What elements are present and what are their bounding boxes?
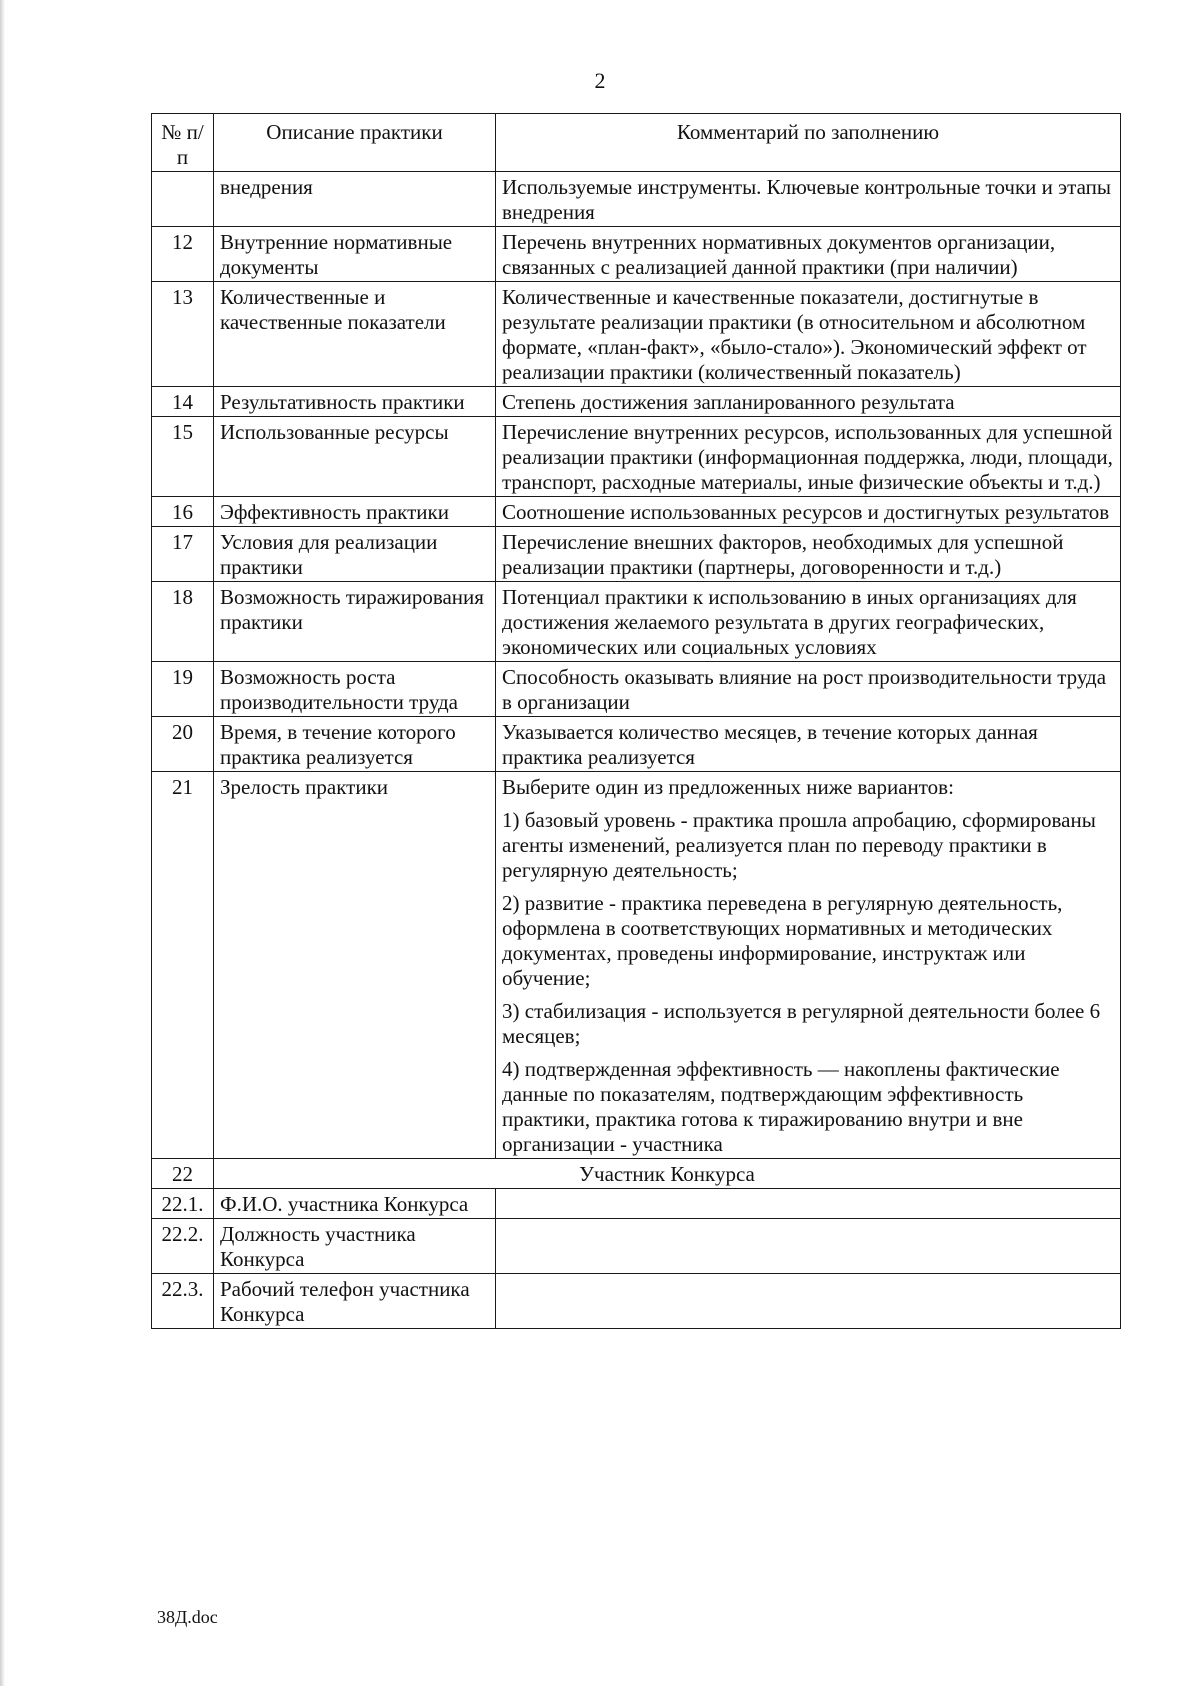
- row-num: 18: [152, 582, 214, 662]
- table-row: [152, 227, 1121, 282]
- row-description: внедрения: [214, 172, 496, 227]
- maturity-options: [496, 772, 1121, 1159]
- table-row: [152, 582, 1121, 662]
- row-num: 14: [152, 387, 214, 417]
- row-num: 15: [152, 417, 214, 497]
- row-num: 22.2.: [152, 1219, 214, 1274]
- table-row-section: [152, 1159, 1121, 1189]
- row-description: Возможность тиражирования практики: [214, 582, 496, 662]
- row-num: 12: [152, 227, 214, 282]
- table-row-continued: [152, 172, 1121, 227]
- row-num: 13: [152, 282, 214, 387]
- table-row: [152, 662, 1121, 717]
- participant-fill-cell: [496, 1189, 1121, 1219]
- scan-edge: [0, 0, 5, 1686]
- row-description: Зрелость практики: [214, 772, 496, 1159]
- maturity-option: 2) развитие - практика переведена в регулярную деятельность, оформлена в соответствующих нормативных и методических документах, проведены информирование, инструктаж или обучение;: [502, 891, 1063, 990]
- row-comment: Способность оказывать влияние на рост производительности труда в организации: [496, 662, 1121, 717]
- header-comment: Комментарий по заполнению: [496, 114, 1121, 172]
- table-row-participant: [152, 1219, 1121, 1274]
- table-row: [152, 717, 1121, 772]
- row-comment: Потенциал практики к использованию в иных организациях для достижения желаемого результата в других географических, экономических или социальных условиях: [496, 582, 1121, 662]
- footer-filename: 38Д.doc: [157, 1607, 218, 1627]
- table-row: [152, 387, 1121, 417]
- maturity-option: 3) стабилизация - используется в регулярной деятельности более 6 месяцев;: [502, 999, 1101, 1048]
- header-num: № п/п: [152, 114, 214, 172]
- row-num: 19: [152, 662, 214, 717]
- table-row-maturity: [152, 772, 1121, 1159]
- section-title: Участник Конкурса: [214, 1159, 1121, 1189]
- row-comment: Перечисление внешних факторов, необходимых для успешной реализации практики (партнеры, договоренности и т.д.): [496, 527, 1121, 582]
- row-comment: Используемые инструменты. Ключевые контрольные точки и этапы внедрения: [496, 172, 1121, 227]
- participant-fill-cell: [496, 1219, 1121, 1274]
- row-description: Должность участника Конкурса: [214, 1219, 496, 1274]
- row-description: Количественные и качественные показатели: [214, 282, 496, 387]
- maturity-option: 1) базовый уровень - практика прошла апробацию, сформированы агенты изменений, реализуется план по переводу практики в регулярную деятельность;: [502, 808, 1096, 882]
- header-description: Описание практики: [214, 114, 496, 172]
- row-comment: Перечисление внутренних ресурсов, использованных для успешной реализации практики (информационная поддержка, люди, площади, транспорт, расходные материалы, иные физические объекты и т.д.): [496, 417, 1121, 497]
- row-comment: Указывается количество месяцев, в течение которых данная практика реализуется: [496, 717, 1121, 772]
- row-num: 21: [152, 772, 214, 1159]
- row-description: Результативность практики: [214, 387, 496, 417]
- maturity-option: 4) подтвержденная эффективность — накоплены фактические данные по показателям, подтверждающим эффективность практики, практика готова к тиражированию внутри и вне организации - участника: [502, 1057, 1060, 1156]
- row-description: Время, в течение которого практика реализуется: [214, 717, 496, 772]
- row-num: [152, 172, 214, 227]
- table-row: [152, 417, 1121, 497]
- row-num: 22.3.: [152, 1274, 214, 1329]
- row-description: Рабочий телефон участника Конкурса: [214, 1274, 496, 1329]
- row-description: Внутренние нормативные документы: [214, 227, 496, 282]
- row-description: Возможность роста производительности труда: [214, 662, 496, 717]
- table-row: [152, 282, 1121, 387]
- table-row: [152, 497, 1121, 527]
- table-row-participant: [152, 1274, 1121, 1329]
- row-description: Условия для реализации практики: [214, 527, 496, 582]
- row-description: Ф.И.О. участника Конкурса: [214, 1189, 496, 1219]
- row-comment: Степень достижения запланированного результата: [496, 387, 1121, 417]
- table-row-participant: [152, 1189, 1121, 1219]
- row-description: Эффективность практики: [214, 497, 496, 527]
- row-comment: Количественные и качественные показатели, достигнутые в результате реализации практики (в относительном и абсолютном формате, «план-факт», «было-стало»). Экономический эффект от реализации практики (количественный показатель): [496, 282, 1121, 387]
- practice-description-table: [151, 113, 1121, 1329]
- row-num: 17: [152, 527, 214, 582]
- page-number: 2: [594, 68, 606, 93]
- row-num: 22.1.: [152, 1189, 214, 1219]
- table-row: [152, 527, 1121, 582]
- row-num: 22: [152, 1159, 214, 1189]
- row-num: 20: [152, 717, 214, 772]
- table-header-row: [152, 114, 1121, 172]
- row-comment: Перечень внутренних нормативных документов организации, связанных с реализацией данной практики (при наличии): [496, 227, 1121, 282]
- row-description: Использованные ресурсы: [214, 417, 496, 497]
- row-comment: Соотношение использованных ресурсов и достигнутых результатов: [496, 497, 1121, 527]
- participant-fill-cell: [496, 1274, 1121, 1329]
- row-num: 16: [152, 497, 214, 527]
- maturity-option: Выберите один из предложенных ниже вариантов:: [502, 775, 954, 799]
